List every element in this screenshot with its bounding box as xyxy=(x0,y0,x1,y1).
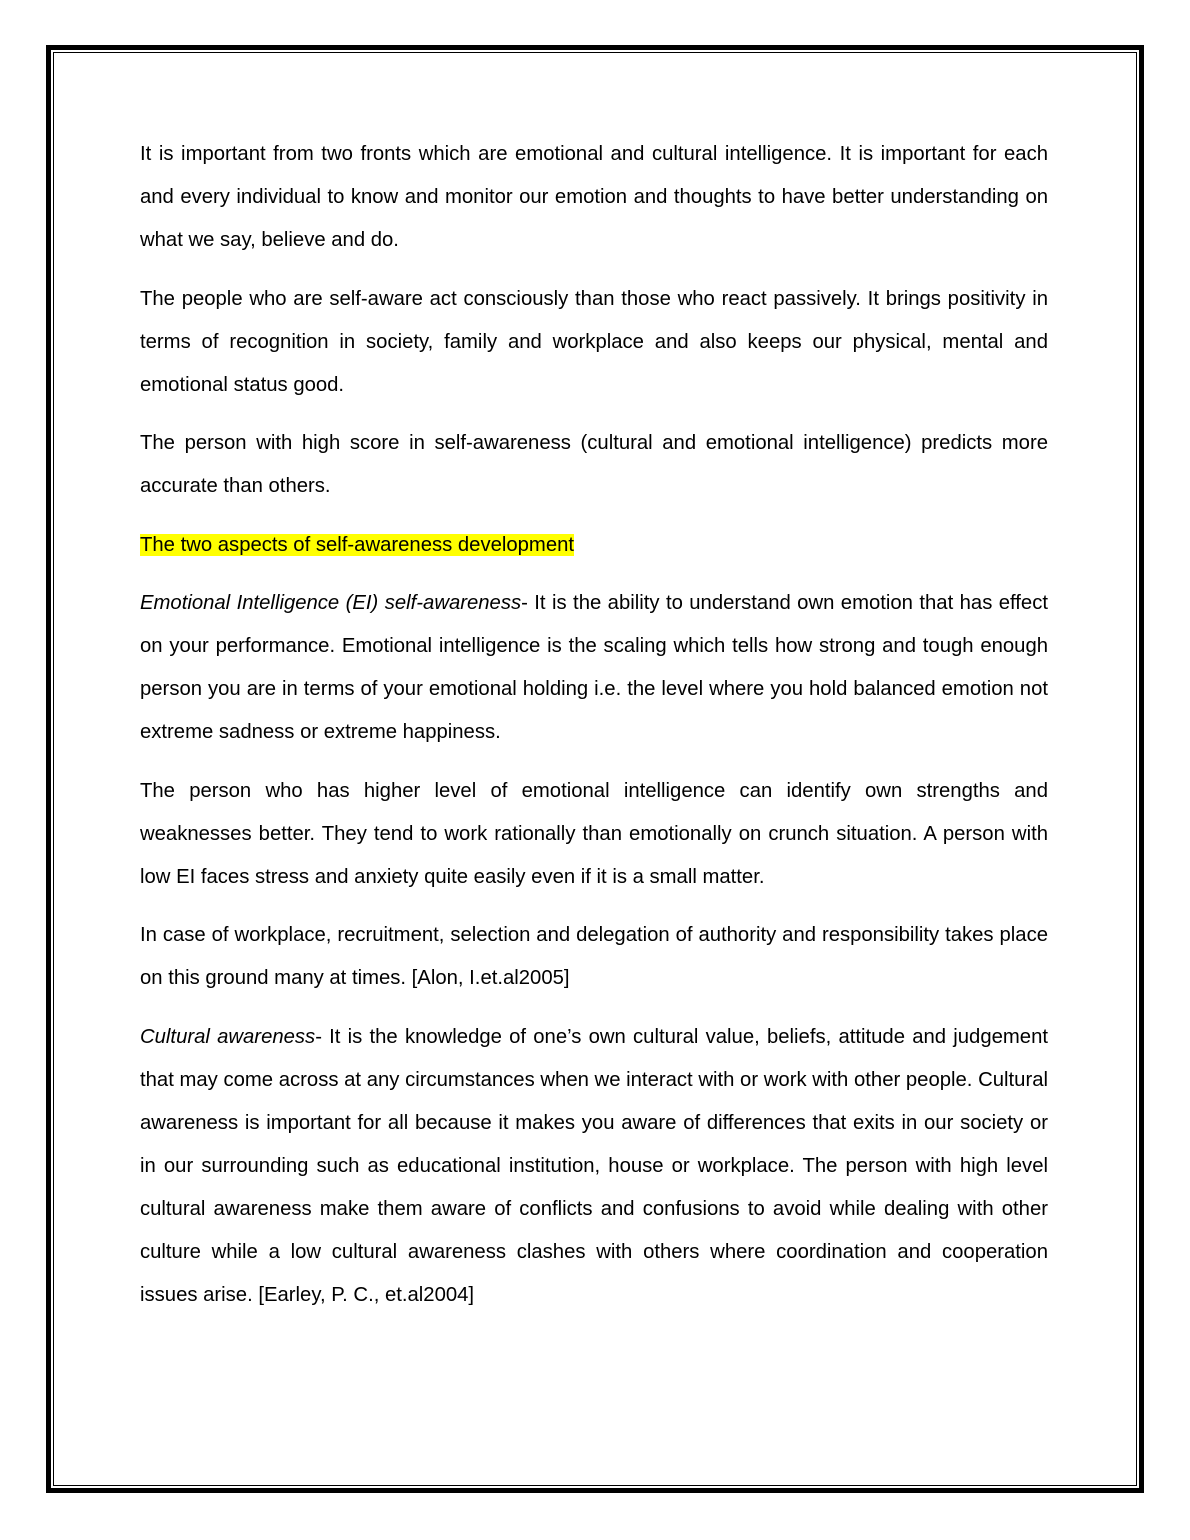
paragraph-ei-higher-level: The person who has higher level of emotional intelligence can identify own strengths and weaknesses better. They tend to work rationally than emotionally on crunch situation. A person with low EI faces stress and anxiety quite easily even if it is a small matter. xyxy=(140,779,1048,888)
paragraph-self-aware-people: The people who are self-aware act consciously than those who react passively. It brings positivity in terms of recognition in society, family and workplace and also keeps our physical, mental and emotional status good. xyxy=(140,287,1048,396)
paragraph-importance: It is important from two fronts which are emotional and cultural intelligence. It is important for each and every individual to know and monitor our emotion and thoughts to have better understanding on what we say, believe and do. xyxy=(140,143,1048,251)
paragraph-ei-workplace: In case of workplace, recruitment, selection and delegation of authority and responsibility takes place on this ground many at times. [Alon, I.et.al2005] xyxy=(140,924,1048,989)
document-body xyxy=(140,133,1048,1332)
section-heading-paragraph xyxy=(140,524,1048,567)
paragraph-high-score: The person with high score in self-awareness (cultural and emotional intelligence) predicts more accurate than others. xyxy=(140,432,1048,497)
section-heading: The two aspects of self-awareness development xyxy=(140,533,575,556)
cultural-term: Cultural awareness xyxy=(140,1025,316,1048)
paragraph-ei-definition xyxy=(140,582,1048,754)
ei-definition-text: - It is the ability to understand own emotion that has effect on your performance. Emotional intelligence is the scaling which tells how strong and tough enough person you are in terms of your emotional holding i.e. the level where you hold balanced emotion not extreme sadness or extreme happiness. xyxy=(140,592,1048,743)
cultural-definition-text: - It is the knowledge of one’s own cultural value, beliefs, attitude and judgement that may come across at any circumstances when we interact with or work with other people. Cultural awareness is important for all because it makes you aware of differences that exits in our society or in our surrounding such as educational institution, house or workplace. The person with high level cultural awareness make them aware of conflicts and confusions to avoid while dealing with other culture while a low cultural awareness clashes with others where coordination and cooperation issues arise. [Earley, P. C., et.al2004] xyxy=(140,1025,1048,1306)
paragraph-cultural-definition xyxy=(140,1016,1048,1317)
ei-term: Emotional Intelligence (EI) self-awareness xyxy=(140,592,522,614)
